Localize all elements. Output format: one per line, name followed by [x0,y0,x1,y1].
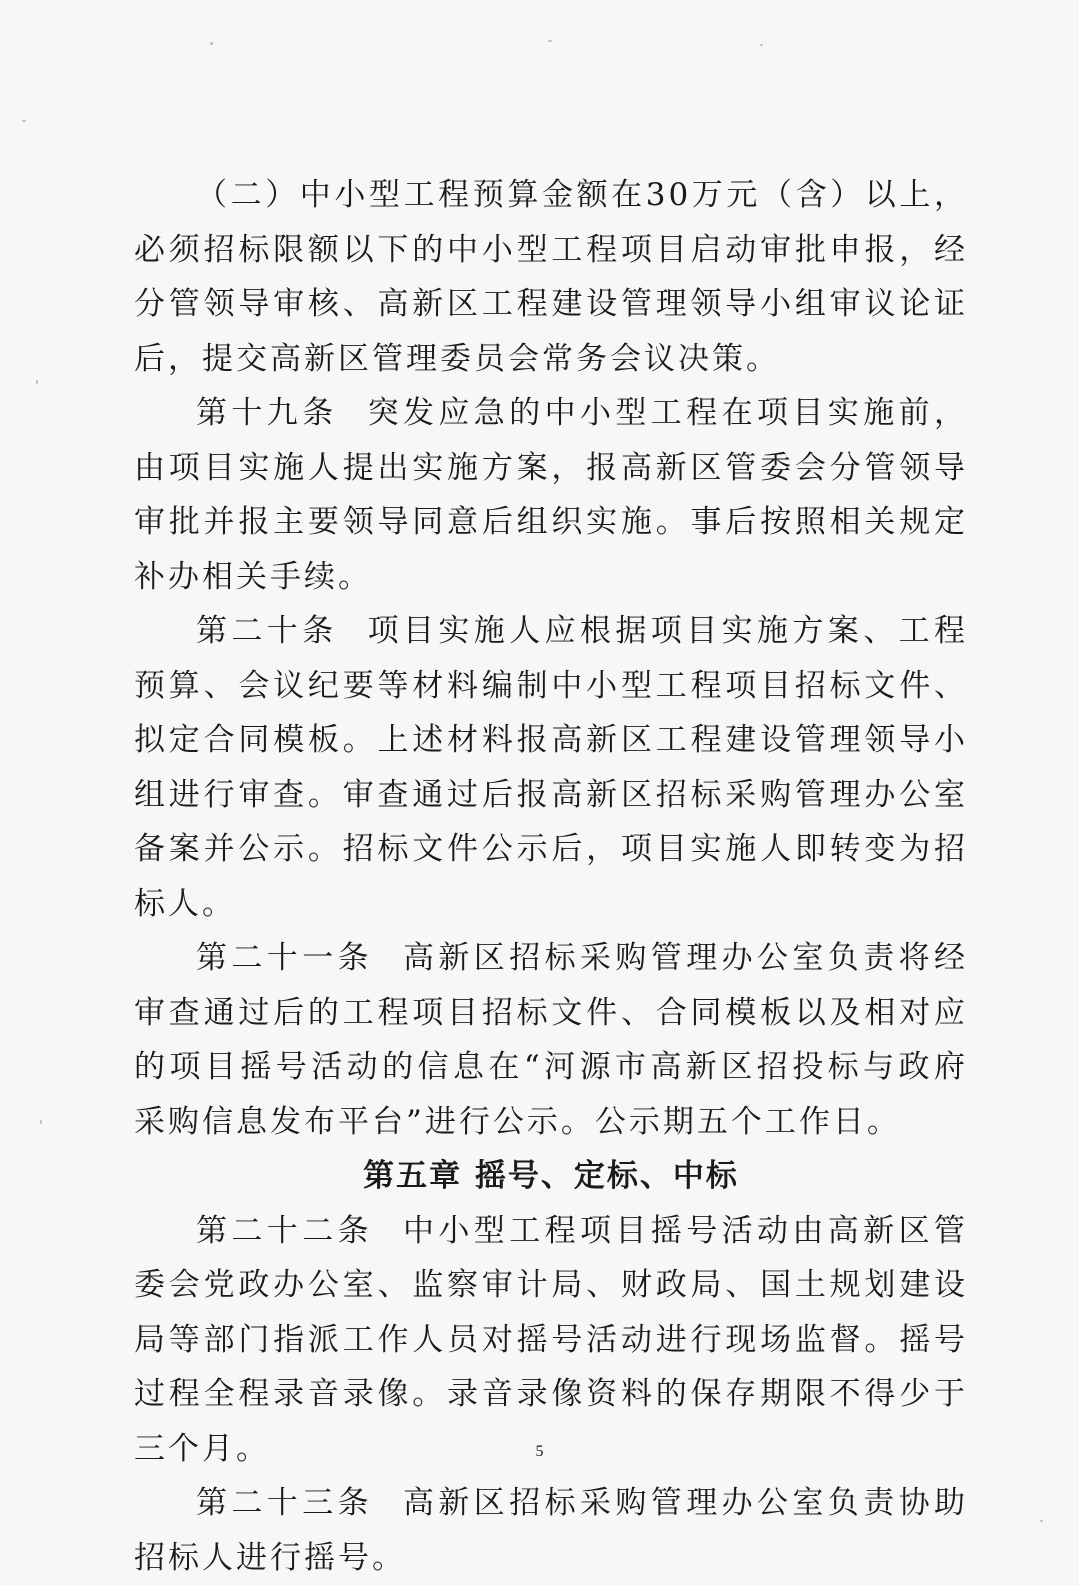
article-number: 第二十二条 [196,1212,373,1249]
paragraph-text: 中小型工程项目摇号活动由高新区管委会党政办公室、监察审计局、财政局、国土规划建设局等部门指派工作人员对摇号活动进行现场监督。摇号过程全程录音录像。录音录像资料的保存期限不得少于三个月。 [134,1212,968,1467]
scan-speck [22,120,26,122]
article-19 [134,386,968,604]
article-22 [134,1204,968,1477]
scan-speck [1040,1520,1043,1522]
scan-speck [760,44,763,46]
page-number: 5 [535,1443,544,1460]
paragraph-text: （二）中小型工程预算金额在30万元（含）以上，必须招标限额以下的中小型工程项目启动审批申报，经分管领导审核、高新区工程建设管理领导小组审议论证后，提交高新区管理委员会常务会议决策。 [134,177,968,377]
paragraph-text: 突发应急的中小型工程在项目实施前，由项目实施人提出实施方案，报高新区管委会分管领导审批并报主要领导同意后组织实施。事后按照相关规定补办相关手续。 [134,395,969,595]
article-20 [134,604,968,931]
scan-speck [548,40,552,42]
paragraph-text: 项目实施人应根据项目实施方案、工程预算、会议纪要等材料编制中小型工程项目招标文件、拟定合同模板。上述材料报高新区工程建设管理领导小组进行审查。审查通过后报高新区招标采购管理办公室备案并公示。招标文件公示后，项目实施人即转变为招标人。 [134,613,969,922]
article-21 [134,931,968,1149]
paragraph-1 [134,168,968,386]
article-number: 第二十三条 [196,1485,373,1521]
chapter-title: 第五章 摇号、定标、中标 [363,1158,739,1194]
scan-speck [36,380,38,384]
article-number: 第十九条 [196,395,338,431]
article-number: 第二十一条 [196,940,373,976]
paragraph-text: 高新区招标采购管理办公室负责协助招标人进行摇号。 [134,1485,968,1576]
scan-speck [40,1120,42,1124]
article-23 [134,1476,968,1585]
paragraph-text: 高新区招标采购管理办公室负责将经审查通过后的工程项目招标文件、合同模板以及相对应的项目摇号活动的信息在“河源市高新区招投标与政府采购信息发布平台”进行公示。公示期五个工作日。 [134,940,968,1140]
document-body [134,168,968,1585]
scan-speck [210,42,213,45]
article-number: 第二十条 [196,613,338,649]
